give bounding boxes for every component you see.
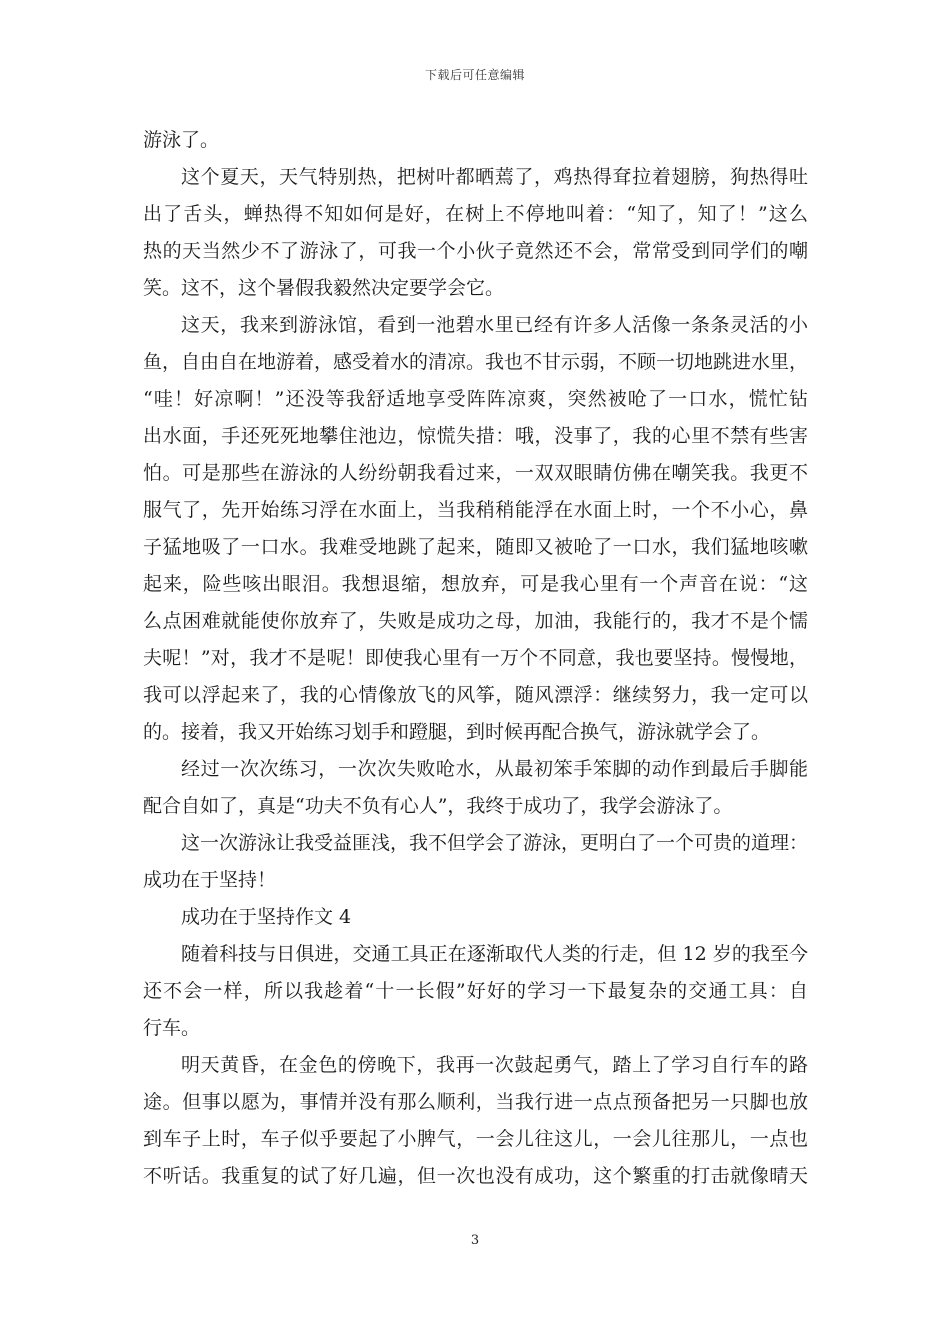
text-line: 不听话。我重复的试了好几遍，但一次也没有成功，这个繁重的打击就像晴天 <box>143 1165 808 1187</box>
text-line: 夫呢！”对，我才不是呢！即使我心里有一万个不同意，我也要坚持。慢慢地， <box>143 647 808 669</box>
text-line: 么点困难就能使你放弃了，失败是成功之母，加油，我能行的，我才不是个懦 <box>143 610 808 632</box>
text-line: 随着科技与日俱进，交通工具正在逐渐取代人类的行走，但 12 岁的我至今 <box>181 943 808 965</box>
text-line: 出水面，手还死死地攀住池边，惊慌失措：哦，没事了，我的心里不禁有些害 <box>143 425 808 447</box>
text-line: 明天黄昏，在金色的傍晚下，我再一次鼓起勇气，踏上了学习自行车的路 <box>181 1054 808 1076</box>
page-number: 3 <box>470 1233 480 1248</box>
text-line: 我可以浮起来了，我的心情像放飞的风筝，随风漂浮：继续努力，我一定可以 <box>143 684 808 706</box>
text-line: 还不会一样，所以我趁着“十一长假”好好的学习一下最复杂的交通工具：自 <box>143 980 808 1002</box>
text-line: “哇！好凉啊！”还没等我舒适地享受阵阵凉爽，突然被呛了一口水，慌忙钻 <box>143 388 808 410</box>
text-line: 的。接着，我又开始练习划手和蹬腿，到时候再配合换气，游泳就学会了。 <box>143 721 771 743</box>
text-line: 服气了，先开始练习浮在水面上，当我稍稍能浮在水面上时，一个不小心，鼻 <box>143 499 808 521</box>
text-line: 游泳了。 <box>143 129 220 151</box>
text-line: 怕。可是那些在游泳的人纷纷朝我看过来，一双双眼睛仿佛在嘲笑我。我更不 <box>143 462 808 484</box>
text-line: 成功在于坚持！ <box>143 869 277 891</box>
text-line: 经过一次次练习，一次次失败呛水，从最初笨手笨脚的动作到最后手脚能 <box>181 758 808 780</box>
text-line: 热的天当然少不了游泳了，可我一个小伙子竟然还不会，常常受到同学们的嘲 <box>143 240 808 262</box>
text-line: 到车子上时，车子似乎要起了小脾气，一会儿往这儿，一会儿往那儿，一点也 <box>143 1128 808 1150</box>
text-line: 鱼，自由自在地游着，感受着水的清凉。我也不甘示弱，不顾一切地跳进水里， <box>143 351 809 373</box>
text-line: 这一次游泳让我受益匪浅，我不但学会了游泳，更明白了一个可贵的道理： <box>181 832 809 854</box>
text-line: 行车。 <box>143 1017 201 1039</box>
text-line: 配合自如了，真是“功夫不负有心人”，我终于成功了，我学会游泳了。 <box>143 795 733 817</box>
page-header: 下载后可任意编辑 <box>424 68 525 82</box>
text-line: 笑。这不，这个暑假我毅然决定要学会它。 <box>143 277 505 299</box>
text-line: 起来，险些咳出眼泪。我想退缩，想放弃，可是我心里有一个声音在说：“这 <box>143 573 808 595</box>
document-body <box>143 122 808 1195</box>
text-line: 这个夏天，天气特别热，把树叶都晒蔫了，鸡热得耷拉着翅膀，狗热得吐 <box>181 166 808 188</box>
text-line: 途。但事以愿为，事情并没有那么顺利，当我行进一点点预备把另一只脚也放 <box>143 1091 808 1113</box>
text-line: 出了舌头，蝉热得不知如何是好，在树上不停地叫着：“知了，知了！”这么 <box>143 203 808 225</box>
text-line: 子猛地吸了一口水。我难受地跳了起来，随即又被呛了一口水，我们猛地咳嗽 <box>143 536 808 558</box>
text-line: 成功在于坚持作文 4 <box>181 906 352 928</box>
text-line: 这天，我来到游泳馆，看到一池碧水里已经有许多人活像一条条灵活的小 <box>181 314 808 336</box>
